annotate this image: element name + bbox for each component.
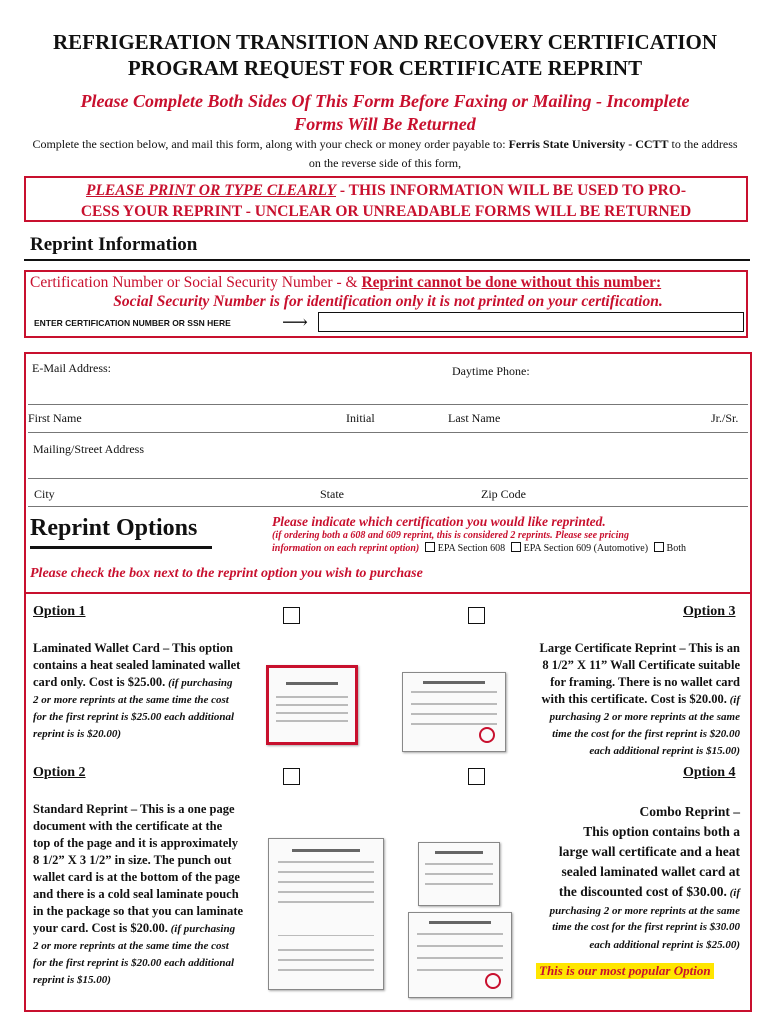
option2-line: document with the certificate at the bbox=[33, 819, 223, 833]
option4-line: sealed laminated wallet card at bbox=[561, 864, 740, 879]
option3-line: Large Certificate Reprint – This is an bbox=[539, 641, 740, 655]
indicate-note-line2-row bbox=[272, 542, 712, 555]
option4-cost-text: the discounted cost of $30.00. bbox=[558, 884, 727, 899]
epa609-label: EPA Section 609 (Automotive) bbox=[523, 543, 649, 554]
cert-required-note: Reprint cannot be done without this number: bbox=[361, 274, 662, 291]
epa608-checkbox[interactable] bbox=[425, 542, 435, 552]
name-field-line[interactable] bbox=[28, 432, 748, 433]
option2-line: in the package so that you can laminate bbox=[33, 904, 244, 918]
city-field-line[interactable] bbox=[28, 506, 748, 507]
state-label: State bbox=[320, 487, 344, 501]
both-label: Both bbox=[666, 543, 686, 554]
standard-reprint-image bbox=[268, 838, 384, 990]
check-option-instruction: Please check the box next to the reprint option you wish to purchase bbox=[30, 566, 423, 581]
option4-italic-line: purchasing 2 or more reprints at the same bbox=[549, 905, 740, 917]
zip-label: Zip Code bbox=[481, 487, 526, 501]
option2-description bbox=[33, 801, 273, 989]
option3-line: 8 1/2” X 11” Wall Certificate suitable bbox=[542, 658, 740, 672]
address-label: Mailing/Street Address bbox=[33, 442, 144, 456]
option3-italic-line: each additional reprint is $15.00) bbox=[589, 745, 740, 757]
subtitle-line1: Please Complete Both Sides Of This Form Before Faxing or Mailing - Incomplete bbox=[80, 91, 690, 111]
initial-label: Initial bbox=[346, 411, 375, 425]
reprint-options-heading: Reprint Options bbox=[30, 515, 198, 541]
option3-cost-text: with this certificate. Cost is $20.00. bbox=[541, 692, 727, 706]
option2-checkbox[interactable] bbox=[283, 768, 300, 785]
instruction-line2: on the reverse side of this form, bbox=[308, 156, 462, 170]
option2-line: wallet card is at the bottom of the page bbox=[33, 870, 240, 884]
email-label: E-Mail Address: bbox=[32, 361, 111, 375]
option2-line: 8 1/2” X 3 1/2” in size. The punch out bbox=[33, 853, 232, 867]
page-title-line1: REFRIGERATION TRANSITION AND RECOVERY CERTIFICATION bbox=[52, 30, 717, 54]
option1-cost bbox=[33, 674, 273, 692]
option2-italic-line: for the first reprint is $20.00 each additional bbox=[33, 957, 235, 969]
instruction-text-a: Complete the section below, and mail this form, along with your check or money order payable to: bbox=[32, 137, 506, 151]
option1-italic-line: 2 or more reprints at the same time the cost bbox=[33, 694, 229, 706]
option2-italic-line: 2 or more reprints at the same time the cost bbox=[33, 940, 229, 952]
indicate-note-line1: (if ordering both a 608 and 609 reprint, this is considered 2 reprints. Please see pricing bbox=[272, 530, 629, 541]
cert-instruction-a: Certification Number or Social Security Number - & bbox=[30, 274, 362, 291]
instruction-text-b: to the address bbox=[671, 137, 738, 151]
option3-italic-line: purchasing 2 or more reprints at the same bbox=[549, 711, 740, 723]
email-phone-field-line[interactable] bbox=[28, 404, 748, 405]
epa608-label: EPA Section 608 bbox=[437, 543, 506, 554]
cert-number-input[interactable] bbox=[318, 312, 744, 332]
option4-description bbox=[490, 802, 740, 955]
address-field-line[interactable] bbox=[28, 478, 748, 479]
section-divider bbox=[24, 259, 750, 261]
last-name-label: Last Name bbox=[448, 411, 501, 425]
option1-label: Option 1 bbox=[33, 604, 86, 619]
indicate-cert-heading: Please indicate which certification you would like reprinted. bbox=[272, 514, 606, 529]
option4-checkbox[interactable] bbox=[468, 768, 485, 785]
option1-checkbox[interactable] bbox=[283, 607, 300, 624]
option4-cost bbox=[490, 882, 740, 903]
instruction-payee: Ferris State University - CCTT bbox=[508, 137, 669, 151]
options-divider bbox=[24, 592, 752, 594]
warning-emphasis: PLEASE PRINT OR TYPE CLEARLY bbox=[85, 182, 337, 199]
option1-description bbox=[33, 640, 273, 743]
print-clearly-warning bbox=[24, 176, 748, 222]
warning-line2: CESS YOUR REPRINT - UNCLEAR OR UNREADABLE FORMS WILL BE RETURNED bbox=[80, 203, 692, 220]
option1-italic-line: reprint is is $20.00) bbox=[33, 728, 122, 740]
option2-cost-text: your card. Cost is $20.00. bbox=[33, 921, 168, 935]
page-title-line2: PROGRAM REQUEST FOR CERTIFICATE REPRINT bbox=[127, 56, 643, 80]
option3-cost bbox=[500, 691, 740, 709]
combo-wallet-card-image bbox=[418, 842, 500, 906]
option2-line: top of the page and it is approximately bbox=[33, 836, 238, 850]
option2-italic-line: reprint is $15.00) bbox=[33, 974, 111, 986]
option3-line: for framing. There is no wallet card bbox=[550, 675, 740, 689]
option2-line: and there is a cold seal laminate pouch bbox=[33, 887, 239, 901]
option1-italic-line: for the first reprint is $25.00 each additional bbox=[33, 711, 235, 723]
option3-italic-line: time the cost for the first reprint is $20.00 bbox=[552, 728, 740, 740]
large-certificate-image bbox=[402, 672, 506, 752]
indicate-cert-note bbox=[272, 530, 712, 555]
warning-line1-rest: - THIS INFORMATION WILL BE USED TO PRO- bbox=[336, 182, 686, 199]
option4-cost-note: (if bbox=[726, 887, 740, 899]
option2-cost-note: (if purchasing bbox=[167, 923, 236, 935]
phone-label: Daytime Phone: bbox=[452, 364, 530, 378]
reprint-information-heading: Reprint Information bbox=[30, 234, 198, 255]
option4-italic-line: each additional reprint is $25.00) bbox=[589, 939, 740, 951]
option4-line: large wall certificate and a heat bbox=[558, 844, 740, 859]
subtitle-line2: Forms Will Be Returned bbox=[294, 114, 476, 134]
option2-line: Standard Reprint – This is a one page bbox=[33, 802, 235, 816]
both-checkbox[interactable] bbox=[654, 542, 664, 552]
option1-cost-note: (if purchasing bbox=[165, 677, 233, 689]
option1-line: Laminated Wallet Card – This option bbox=[33, 641, 233, 655]
first-name-label: First Name bbox=[28, 411, 82, 425]
option4-italic-line: time the cost for the first reprint is $30.00 bbox=[552, 921, 740, 933]
option3-description bbox=[500, 640, 740, 760]
option3-cost-note: (if bbox=[726, 694, 740, 706]
option1-cost-text: card only. Cost is $25.00. bbox=[33, 675, 166, 689]
warning-line1 bbox=[26, 180, 746, 201]
arrow-right-icon: ⟶ bbox=[282, 312, 308, 332]
option4-line: Combo Reprint – bbox=[639, 804, 740, 819]
wallet-card-image bbox=[266, 665, 358, 745]
cert-instruction-line2: Social Security Number is for identification only it is not printed on your certification. bbox=[113, 293, 663, 310]
option3-label: Option 3 bbox=[683, 604, 736, 619]
option2-cost bbox=[33, 920, 273, 938]
cert-instruction-line1 bbox=[30, 273, 750, 292]
city-label: City bbox=[34, 487, 55, 501]
suffix-label: Jr./Sr. bbox=[711, 411, 739, 425]
option4-line: This option contains both a bbox=[583, 824, 740, 839]
option2-label: Option 2 bbox=[33, 765, 86, 780]
instruction-line1 bbox=[20, 134, 750, 155]
reprint-options-underline bbox=[30, 546, 212, 549]
option4-label: Option 4 bbox=[683, 765, 736, 780]
option1-line: contains a heat sealed laminated wallet bbox=[33, 658, 241, 672]
indicate-note-line2: information on each reprint option) bbox=[272, 543, 420, 554]
epa609-checkbox[interactable] bbox=[511, 542, 521, 552]
enter-cert-label: ENTER CERTIFICATION NUMBER OR SSN HERE bbox=[34, 318, 231, 328]
option3-checkbox[interactable] bbox=[468, 607, 485, 624]
most-popular-badge: This is our most popular Option bbox=[536, 963, 714, 979]
